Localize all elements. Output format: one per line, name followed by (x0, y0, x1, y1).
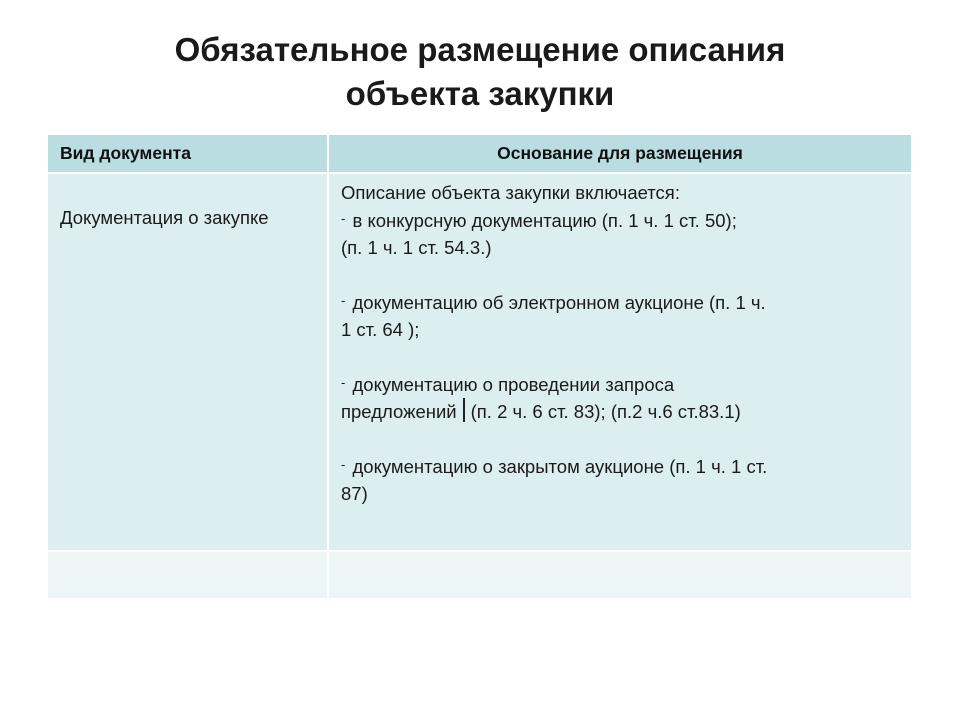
table-header-row (48, 135, 911, 173)
dash-bullet-icon: - (341, 292, 346, 308)
table-row (48, 173, 911, 551)
basis-item-1-line-1: в конкурсную документацию (п. 1 ч. 1 ст. 50); (352, 209, 737, 231)
basis-item-1 (341, 207, 899, 262)
basis-item-2-line-2: 1 ст. 64 ); (341, 319, 420, 340)
header-document-type: Вид документа (48, 135, 328, 173)
dash-bullet-icon: - (341, 374, 346, 390)
basis-intro: Описание объекта закупки включается: (341, 182, 680, 203)
basis-item-4 (341, 453, 899, 508)
basis-item-3-line-2b: (п. 2 ч. 6 ст. 83); (п.2 ч.6 ст.83.1) (470, 401, 741, 422)
basis-item-4-line-1: документацию о закрытом аукционе (п. 1 ч. 1 ст. (352, 455, 768, 477)
header-placement-basis: Основание для размещения (328, 135, 911, 173)
cell-document-type: Документация о закупке (48, 173, 328, 551)
basis-item-3-line-2a: предложений (341, 401, 457, 422)
basis-item-1-line-2: (п. 1 ч. 1 ст. 54.3.) (341, 237, 492, 258)
table-row (48, 551, 911, 599)
text-cursor-icon (463, 398, 465, 422)
dash-bullet-icon: - (341, 456, 346, 472)
cell-placement-basis (328, 173, 911, 551)
cell-document-type-empty (48, 551, 328, 599)
slide-title-line-1: Обязательное размещение описания (174, 31, 786, 68)
document-table (48, 135, 911, 600)
basis-item-4-line-2: 87) (341, 483, 368, 504)
slide-title-line-2: объекта закупки (345, 75, 615, 112)
basis-item-3 (341, 371, 899, 426)
slide-title (0, 28, 960, 116)
basis-item-3-line-1: документацию о проведении запроса (352, 373, 675, 395)
basis-item-2 (341, 289, 899, 344)
cell-placement-basis-empty (328, 551, 911, 599)
dash-bullet-icon: - (341, 210, 346, 226)
basis-item-2-line-1: документацию об электронном аукционе (п. 1 ч. (352, 291, 766, 313)
